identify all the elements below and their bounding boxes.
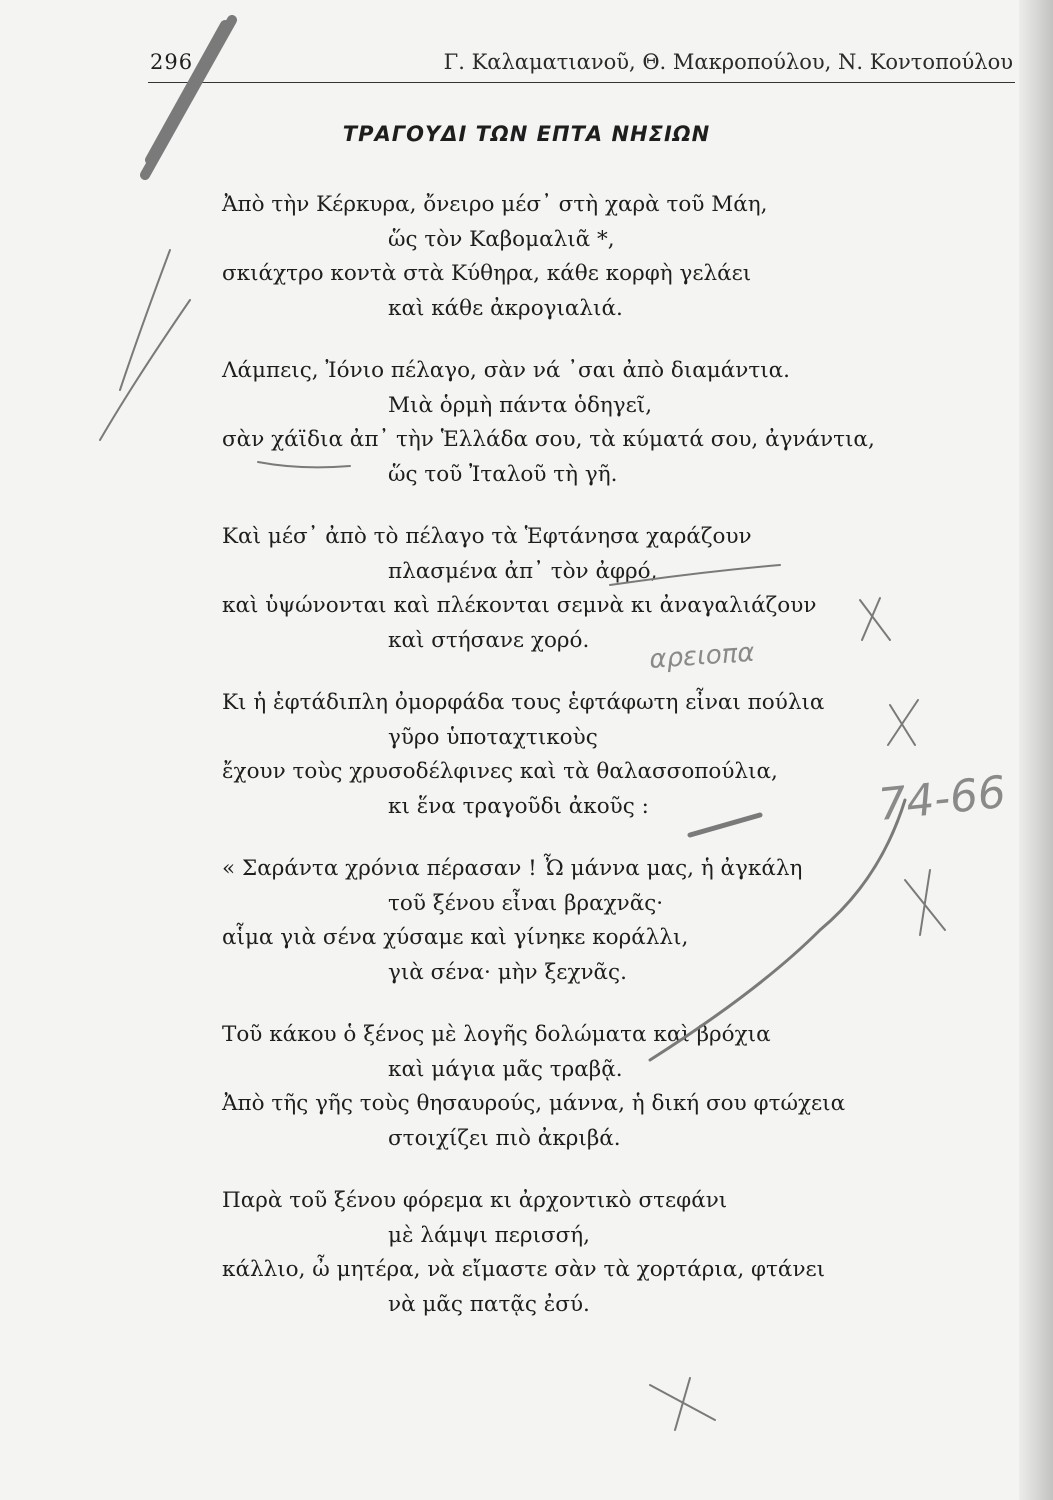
stanza xyxy=(0,852,1053,990)
pencil-smudge xyxy=(145,20,232,175)
poem-line: αἷμα γιὰ σένα χύσαμε καὶ γίνηκε κοράλλι, xyxy=(222,925,689,950)
stanza xyxy=(0,354,1053,492)
poem-line: Ἀπὸ τὴν Κέρκυρα, ὄνειρο μέσ᾽ στὴ χαρὰ τοῦ Μάη, xyxy=(222,192,768,217)
stanza xyxy=(0,1018,1053,1156)
poem-line: καὶ στήσανε χορό. xyxy=(388,627,590,653)
running-head: Γ. Καλαματιανοῦ, Θ. Μακροπούλου, Ν. Κοντοπούλου xyxy=(443,50,1013,74)
poem-line: Τοῦ κάκου ὁ ξένος μὲ λογῆς δολώματα καὶ βρόχια xyxy=(222,1022,771,1047)
poem-line: μὲ λάμψι περισσή, xyxy=(388,1222,590,1248)
poem-line: στοιχίζει πιὸ ἀκριβά. xyxy=(388,1125,621,1151)
poem-line: γιὰ σένα· μὴν ξεχνᾶς. xyxy=(388,959,627,985)
poem-body xyxy=(0,188,1053,1350)
poem-line: Μιὰ ὁρμὴ πάντα ὁδηγεῖ, xyxy=(388,392,653,418)
poem-line: Κι ἡ ἑφτάδιπλη ὀμορφάδα τους ἑφτάφωτη εἶναι πούλια xyxy=(222,690,825,715)
poem-line: σκιάχτρο κοντὰ στὰ Κύθηρα, κάθε κορφὴ γελάει xyxy=(222,261,752,286)
poem-line: ἔχουν τοὺς χρυσοδέλφινες καὶ τὰ θαλασσοπούλια, xyxy=(222,759,778,784)
stanza xyxy=(0,686,1053,824)
poem-line: γῦρο ὑποταχτικοὺς xyxy=(388,724,598,750)
stanza xyxy=(0,520,1053,658)
poem-line: πλασμένα ἀπ᾽ τὸν ἀφρό, xyxy=(388,558,658,584)
stanza xyxy=(0,188,1053,326)
poem-line: καὶ μάγια μᾶς τραβᾷ. xyxy=(388,1056,623,1082)
margin-note: αρειοπα xyxy=(648,637,756,675)
poem-line: κι ἕνα τραγοῦδι ἀκοῦς : xyxy=(388,793,649,819)
poem-line: νὰ μᾶς πατᾷς ἐσύ. xyxy=(388,1291,590,1317)
header-rule xyxy=(148,82,1015,83)
poem-line: καὶ ὑψώνονται καὶ πλέκονται σεμνὰ κι ἀναγαλιάζουν xyxy=(222,593,817,618)
poem-line: κάλλιο, ὦ μητέρα, νὰ εἴμαστε σὰν τὰ χορτάρια, φτάνει xyxy=(222,1257,826,1282)
poem-line: « Σαράντα χρόνια πέρασαν ! Ὦ μάννα μας, ἡ ἀγκάλη xyxy=(222,856,803,881)
poem-line: Παρὰ τοῦ ξένου φόρεμα κι ἀρχοντικὸ στεφάνι xyxy=(222,1188,728,1213)
poem-line: Καὶ μέσ᾽ ἀπὸ τὸ πέλαγο τὰ Ἑφτάνησα χαράζουν xyxy=(222,524,752,549)
stanza xyxy=(0,1184,1053,1322)
pencil-number: 74-66 xyxy=(875,766,1009,831)
poem-line: ὥς τοῦ Ἰταλοῦ τὴ γῆ. xyxy=(388,461,618,487)
poem-title: ΤΡΑΓΟΥΔΙ ΤΩΝ ΕΠΤΑ ΝΗΣΙΩΝ xyxy=(342,122,711,146)
pencil-cross xyxy=(650,1378,715,1430)
poem-line: ὥς τὸν Καβομαλιᾶ *, xyxy=(388,226,615,252)
page-header xyxy=(0,50,1053,90)
poem-line: καὶ κάθε ἀκρογιαλιά. xyxy=(388,295,623,321)
poem-line: Λάμπεις, Ἰόνιο πέλαγο, σὰν νά ᾽σαι ἀπὸ διαμάντια. xyxy=(222,358,791,383)
poem-line: τοῦ ξένου εἶναι βραχνᾶς· xyxy=(388,890,664,916)
poem-line: σὰν χάϊδια ἀπ᾽ τὴν Ἑλλάδα σου, τὰ κύματά σου, ἀγνάντια, xyxy=(222,427,875,452)
page-number: 296 xyxy=(150,50,194,74)
poem-line: Ἀπὸ τῆς γῆς τοὺς θησαυρούς, μάννα, ἡ δική σου φτώχεια xyxy=(222,1091,846,1116)
